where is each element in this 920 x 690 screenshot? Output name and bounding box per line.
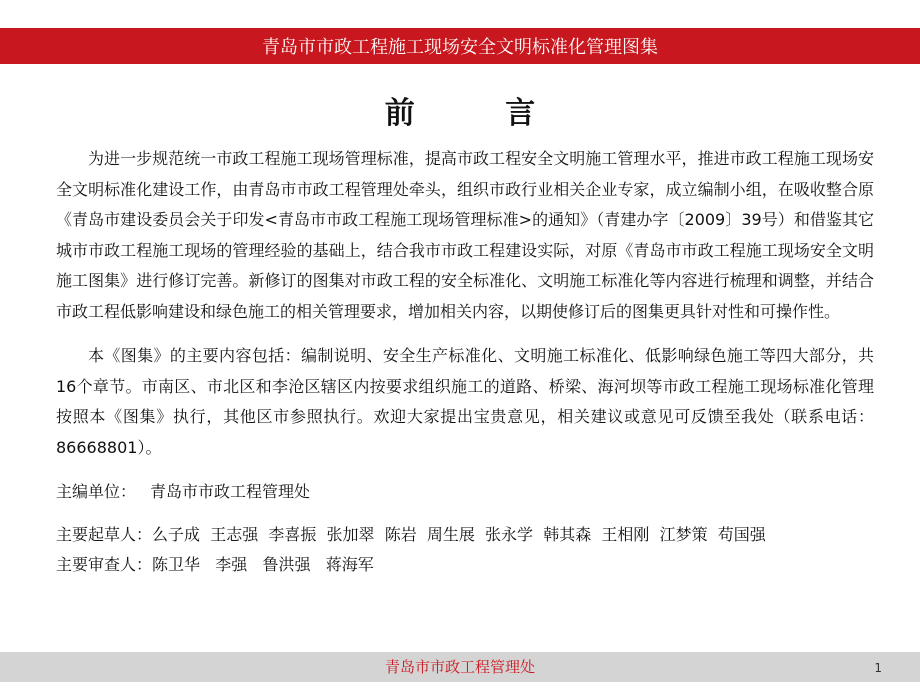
page-title: 前 言 — [384, 96, 576, 131]
header-banner — [0, 28, 920, 64]
document-body — [56, 144, 874, 581]
footer-bar — [0, 652, 920, 682]
drafters-label: 主要起草人： — [56, 524, 153, 544]
drafters-names: 么子成 王志强 李喜振 张加翠 陈岩 周生展 张永学 韩其森 王相刚 江梦策 苟国强 — [152, 524, 766, 544]
reviewers-label: 主要审查人： — [56, 555, 153, 574]
editor-unit-line — [56, 477, 874, 508]
page-number: 1 — [874, 661, 882, 675]
paragraph-2: 本《图集》的主要内容包括：编制说明、安全生产标准化、文明施工标准化、低影响绿色施工等四大部分，共16个章节。市南区、市北区和李沧区辖区内按要求组织施工的道路、桥梁、海河坝等市政工程施工现场标准化管理按照本《图集》执行，其他区市参照执行。欢迎大家提出宝贵意见，相关建议或意见可反馈至我处（联系电话：86668801）。 — [56, 346, 874, 457]
reviewers-names: 陈卫华 李强 鲁洪强 蒋海军 — [152, 555, 374, 574]
footer-org: 青岛市市政工程管理处 — [384, 658, 535, 676]
banner-title: 青岛市市政工程施工现场安全文明标准化管理图集 — [262, 37, 658, 58]
paragraph-1: 为进一步规范统一市政工程施工现场管理标准，提高市政工程安全文明施工管理水平，推进市政工程施工现场安全文明标准化建设工作，由青岛市市政工程管理处牵头，组织市政行业相关企业专家，成立编制小组，在吸收整合原《青岛市建设委员会关于印发<青岛市市政工程施工现场管理标准>的通知》（青建办字〔2009〕39号）和借鉴其它城市市政工程施工现场的管理经验的基础上，结合我市市政工程建设实际，对原《青岛市市政工程施工现场安全文明施工图集》进行修订完善。新修订的图集对市政工程的安全标准化、文明施工标准化等内容进行梳理和调整，并结合市政工程低影响建设和绿色施工的相关管理要求，增加相关内容，以期使修订后的图集更具针对性和可操作性。 — [56, 149, 874, 321]
editor-unit-label: 主编单位： — [56, 482, 137, 501]
drafters-line — [56, 520, 874, 551]
reviewers-line — [56, 550, 874, 581]
editor-unit-value: 青岛市市政工程管理处 — [150, 482, 311, 501]
